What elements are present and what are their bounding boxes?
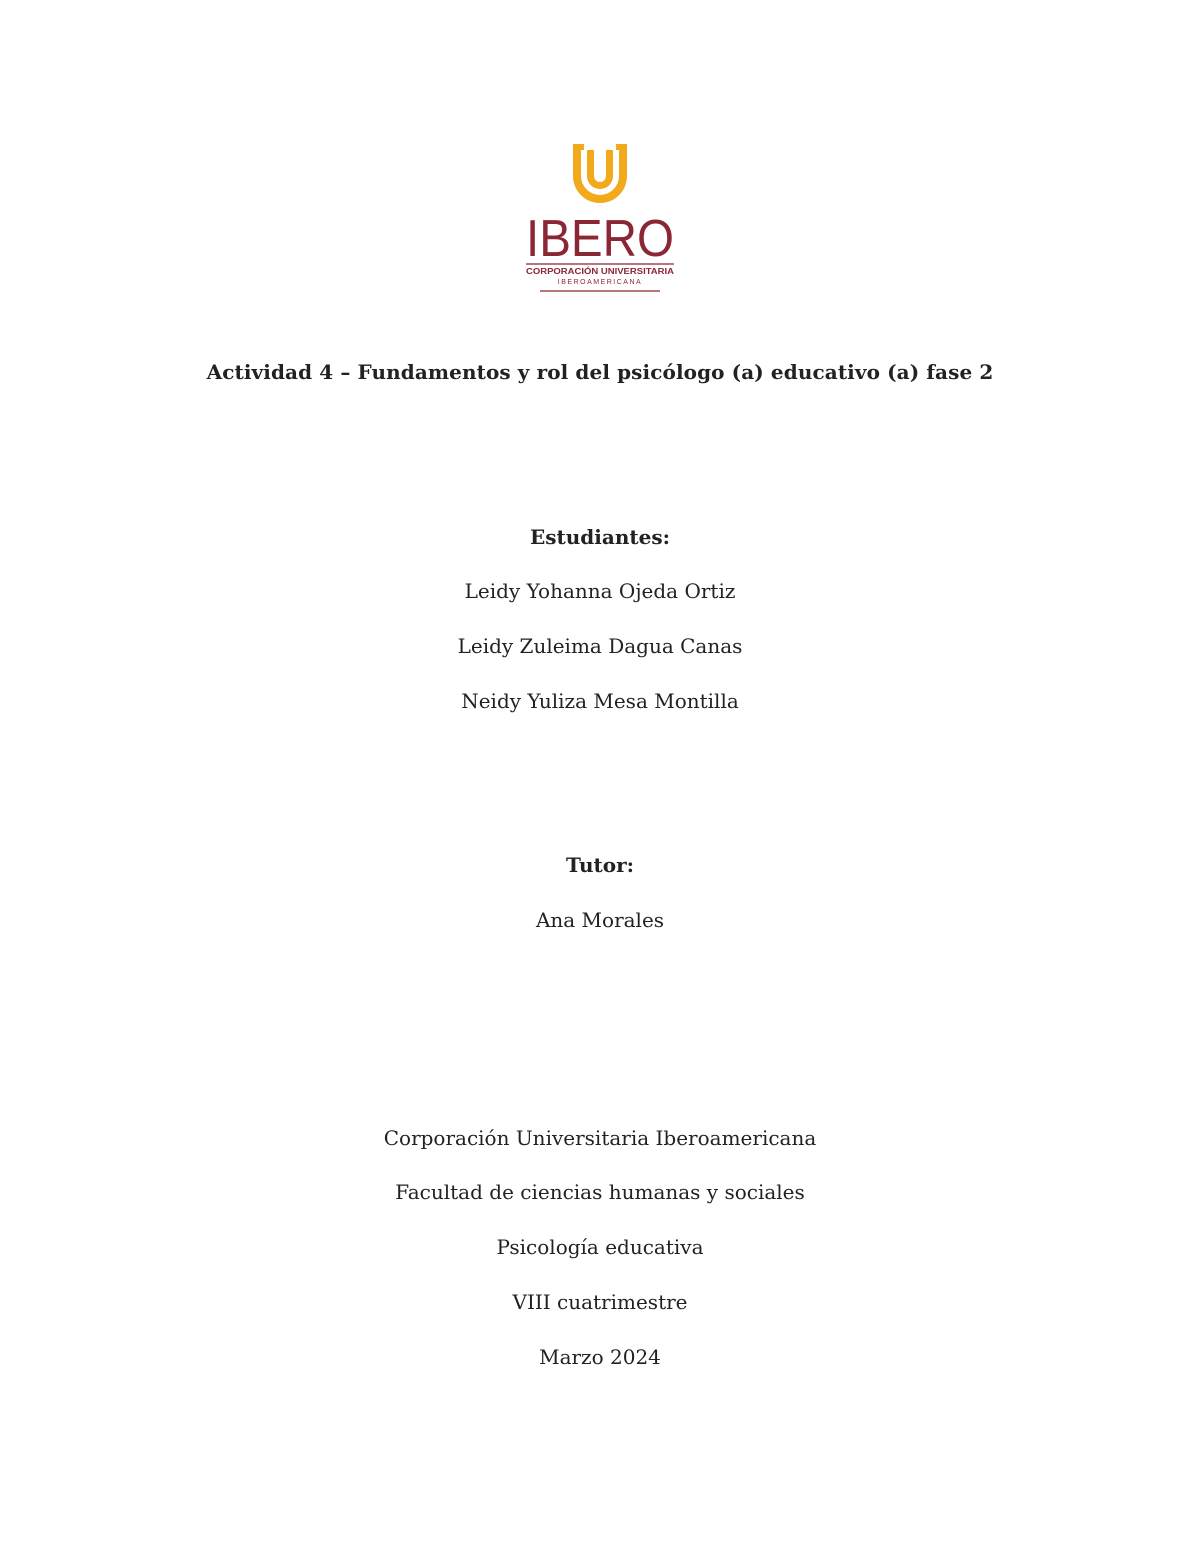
university-name: Corporación Universitaria Iberoamericana bbox=[383, 1126, 817, 1150]
students-heading: Estudiantes: bbox=[530, 525, 670, 549]
date-label: Marzo 2024 bbox=[539, 1345, 661, 1369]
student-name: Leidy Yohanna Ojeda Ortiz bbox=[464, 579, 736, 603]
logo-subtitle-line2: IBEROAMERICANA bbox=[557, 279, 643, 286]
ibero-logo bbox=[520, 140, 680, 298]
student-name: Neidy Yuliza Mesa Montilla bbox=[461, 689, 739, 713]
logo-wordmark: IBERO bbox=[526, 210, 674, 268]
tutor-name: Ana Morales bbox=[535, 908, 665, 932]
ibero-emblem-icon bbox=[573, 144, 627, 203]
term-label: VIII cuatrimestre bbox=[512, 1290, 688, 1314]
logo-subtitle-line1: CORPORACIÓN UNIVERSITARIA bbox=[526, 267, 675, 276]
tutor-heading: Tutor: bbox=[565, 853, 635, 877]
program-name: Psicología educativa bbox=[496, 1235, 704, 1259]
document-title: Actividad 4 – Fundamentos y rol del psicólogo (a) educativo (a) fase 2 bbox=[206, 360, 994, 384]
student-name: Leidy Zuleima Dagua Canas bbox=[457, 634, 743, 658]
faculty-name: Facultad de ciencias humanas y sociales bbox=[395, 1180, 805, 1204]
